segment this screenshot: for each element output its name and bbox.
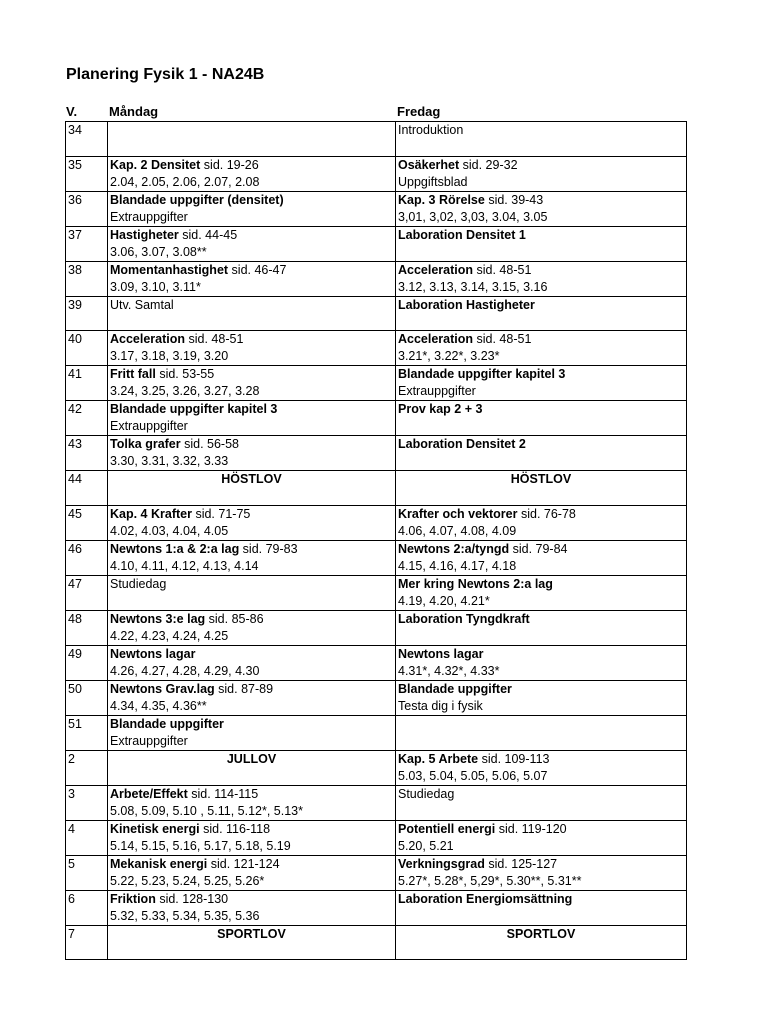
topic-detail: 2.04, 2.05, 2.06, 2.07, 2.08 xyxy=(110,174,260,189)
week-cell: 4 xyxy=(66,820,108,855)
friday-cell xyxy=(396,610,687,645)
week-cell: 40 xyxy=(66,331,108,366)
topic-detail: sid. 79-83 xyxy=(239,541,298,556)
topic-detail: Studiedag xyxy=(110,576,167,591)
table-row xyxy=(66,680,687,715)
cell-line xyxy=(398,576,684,593)
cell-line xyxy=(398,331,684,348)
week-cell: 50 xyxy=(66,680,108,715)
topic-detail: sid. 19-26 xyxy=(200,157,259,172)
week-cell: 39 xyxy=(66,296,108,331)
topic-detail: sid. 128-130 xyxy=(155,891,229,906)
week-cell: 49 xyxy=(66,645,108,680)
cell-line xyxy=(110,297,393,314)
cell-line xyxy=(110,523,393,540)
cell-line xyxy=(398,821,684,838)
topic-detail: 5.08, 5.09, 5.10 , 5.11, 5.12*, 5.13* xyxy=(110,803,303,818)
cell-line xyxy=(398,157,684,174)
topic-detail: sid. 87-89 xyxy=(214,681,274,696)
topic-title: Krafter och vektorer xyxy=(398,506,518,521)
topic-detail: Uppgiftsblad xyxy=(398,174,468,189)
topic-title: Newtons 2:a/tyngd xyxy=(398,541,510,556)
week-cell: 7 xyxy=(66,925,108,960)
friday-holiday-cell: HÖSTLOV xyxy=(396,471,687,506)
topic-title: Mekanisk energi xyxy=(110,856,208,871)
topic-title: Kap. 3 Rörelse xyxy=(398,192,485,207)
topic-title: Newtons lagar xyxy=(398,646,484,661)
table-row xyxy=(66,471,687,506)
topic-title: Acceleration xyxy=(110,332,186,346)
cell-line xyxy=(110,418,393,435)
friday-cell xyxy=(396,575,687,610)
monday-cell xyxy=(108,401,396,436)
cell-line xyxy=(398,558,684,575)
topic-title: Blandade uppgifter kapitel 3 xyxy=(110,402,278,416)
topic-detail: 3.09, 3.10, 3.11* xyxy=(110,279,201,294)
topic-title: Hastigheter xyxy=(110,227,179,242)
week-cell: 6 xyxy=(66,890,108,925)
topic-title: Laboration Densitet 1 xyxy=(398,227,526,242)
topic-detail: sid. 109-113 xyxy=(478,751,550,766)
monday-cell xyxy=(108,680,396,715)
cell-line xyxy=(398,174,684,191)
cell-line xyxy=(110,786,393,803)
monday-cell xyxy=(108,890,396,925)
cell-line xyxy=(110,873,393,890)
topic-title: Laboration Tyngdkraft xyxy=(398,611,530,626)
table-row xyxy=(66,331,687,366)
topic-detail: sid. 125-127 xyxy=(484,856,558,871)
cell-line xyxy=(110,891,393,908)
topic-detail: sid. 48-51 xyxy=(185,332,244,346)
topic-title: Newtons 1:a & 2:a lag xyxy=(110,541,240,556)
topic-title: Acceleration xyxy=(398,262,474,277)
cell-line xyxy=(110,558,393,575)
friday-cell xyxy=(396,715,687,750)
cell-line xyxy=(110,506,393,523)
schedule-table xyxy=(65,121,687,960)
week-cell: 35 xyxy=(66,156,108,191)
cell-line xyxy=(398,227,684,244)
cell-line xyxy=(398,873,684,890)
topic-detail: 3.06, 3.07, 3.08** xyxy=(110,244,207,259)
friday-cell xyxy=(396,540,687,575)
table-row xyxy=(66,785,687,820)
cell-line xyxy=(110,436,393,453)
topic-detail: Extrauppgifter xyxy=(398,384,476,398)
cell-line xyxy=(110,192,393,209)
topic-detail: 4.10, 4.11, 4.12, 4.13, 4.14 xyxy=(110,558,259,573)
cell-line xyxy=(398,348,684,365)
table-row xyxy=(66,156,687,191)
week-cell: 51 xyxy=(66,715,108,750)
cell-line xyxy=(398,436,684,453)
topic-title: Arbete/Effekt xyxy=(110,786,188,801)
table-row xyxy=(66,436,687,471)
cell-line xyxy=(398,768,684,785)
table-row xyxy=(66,645,687,680)
table-row xyxy=(66,191,687,226)
monday-cell xyxy=(108,296,396,331)
topic-detail: sid. 53-55 xyxy=(155,367,215,381)
topic-detail: sid. 114-115 xyxy=(187,786,259,801)
topic-detail: sid. 56-58 xyxy=(180,437,239,451)
topic-detail: 3,01, 3,02, 3,03, 3.04, 3.05 xyxy=(398,209,548,224)
topic-detail: Extrauppgifter xyxy=(110,733,188,748)
monday-cell xyxy=(108,575,396,610)
cell-line xyxy=(110,838,393,855)
cell-line xyxy=(110,681,393,698)
topic-detail: 5.14, 5.15, 5.16, 5.17, 5.18, 5.19 xyxy=(110,838,291,853)
cell-line xyxy=(398,523,684,540)
cell-line xyxy=(398,297,684,314)
topic-detail: Extrauppgifter xyxy=(110,209,188,224)
topic-detail: sid. 85-86 xyxy=(205,611,264,626)
friday-cell xyxy=(396,191,687,226)
monday-cell xyxy=(108,226,396,261)
cell-line xyxy=(110,244,393,261)
cell-line xyxy=(110,174,393,191)
cell-line xyxy=(398,856,684,873)
topic-title: Potentiell energi xyxy=(398,821,496,836)
cell-line xyxy=(398,366,684,383)
topic-title: Momentanhastighet xyxy=(110,262,229,277)
cell-line xyxy=(398,279,684,296)
monday-cell xyxy=(108,855,396,890)
table-row xyxy=(66,540,687,575)
friday-holiday-cell: SPORTLOV xyxy=(396,925,687,960)
topic-detail: sid. 116-118 xyxy=(199,821,271,836)
topic-detail: 4.34, 4.35, 4.36** xyxy=(110,698,207,713)
cell-line xyxy=(110,856,393,873)
table-row xyxy=(66,261,687,296)
week-cell: 38 xyxy=(66,261,108,296)
friday-cell xyxy=(396,226,687,261)
cell-line xyxy=(398,891,684,908)
topic-title: Kap. 4 Krafter xyxy=(110,506,192,521)
cell-line xyxy=(398,663,684,680)
cell-line xyxy=(398,838,684,855)
header-week: V. xyxy=(66,104,78,119)
topic-title: Verkningsgrad xyxy=(398,856,485,871)
topic-detail: 4.02, 4.03, 4.04, 4.05 xyxy=(110,523,229,538)
topic-detail: sid. 79-84 xyxy=(509,541,568,556)
topic-detail: sid. 44-45 xyxy=(178,227,238,242)
week-cell: 44 xyxy=(66,471,108,506)
cell-line xyxy=(110,733,393,750)
friday-cell xyxy=(396,122,687,157)
cell-line xyxy=(398,681,684,698)
topic-detail: 4.22, 4.23, 4.24, 4.25 xyxy=(110,628,229,643)
topic-title: Prov kap 2 + 3 xyxy=(398,402,483,416)
cell-line xyxy=(110,227,393,244)
friday-cell xyxy=(396,436,687,471)
topic-title: Tolka grafer xyxy=(110,437,181,451)
friday-cell xyxy=(396,366,687,401)
monday-cell xyxy=(108,366,396,401)
topic-detail: 4.06, 4.07, 4.08, 4.09 xyxy=(398,523,517,538)
topic-title: Laboration Energiomsättning xyxy=(398,891,573,906)
cell-line xyxy=(110,908,393,925)
monday-cell xyxy=(108,122,396,157)
monday-cell xyxy=(108,156,396,191)
table-row xyxy=(66,750,687,785)
topic-title: Mer kring Newtons 2:a lag xyxy=(398,576,553,591)
friday-cell xyxy=(396,156,687,191)
cell-line xyxy=(110,611,393,628)
friday-cell xyxy=(396,680,687,715)
topic-title: Kap. 5 Arbete xyxy=(398,751,479,766)
topic-detail: sid. 76-78 xyxy=(517,506,576,521)
topic-detail: 5.27*, 5.28*, 5,29*, 5.30**, 5.31** xyxy=(398,873,582,888)
topic-title: Kap. 2 Densitet xyxy=(110,157,201,172)
friday-cell xyxy=(396,785,687,820)
cell-line xyxy=(398,698,684,715)
topic-title: Fritt fall xyxy=(110,367,156,381)
cell-line xyxy=(110,366,393,383)
header-friday: Fredag xyxy=(397,104,441,119)
cell-line xyxy=(110,716,393,733)
friday-cell xyxy=(396,261,687,296)
friday-cell xyxy=(396,890,687,925)
week-cell: 48 xyxy=(66,610,108,645)
topic-detail: sid. 71-75 xyxy=(191,506,251,521)
monday-holiday-cell: SPORTLOV xyxy=(108,925,396,960)
topic-detail: 4.31*, 4.32*, 4.33* xyxy=(398,663,500,678)
topic-title: Acceleration xyxy=(398,332,474,346)
monday-cell xyxy=(108,436,396,471)
topic-detail: Testa dig i fysik xyxy=(398,698,483,713)
topic-detail: 3.30, 3.31, 3.32, 3.33 xyxy=(110,454,229,468)
cell-line xyxy=(110,628,393,645)
cell-line xyxy=(110,157,393,174)
week-cell: 45 xyxy=(66,505,108,540)
topic-title: Blandade uppgifter xyxy=(398,681,512,696)
topic-title: Blandade uppgifter kapitel 3 xyxy=(398,367,566,381)
monday-cell xyxy=(108,331,396,366)
topic-detail: sid. 46-47 xyxy=(228,262,287,277)
monday-cell xyxy=(108,505,396,540)
header-monday: Måndag xyxy=(109,104,159,119)
friday-cell xyxy=(396,296,687,331)
friday-cell xyxy=(396,401,687,436)
week-cell: 3 xyxy=(66,785,108,820)
topic-detail: Utv. Samtal xyxy=(110,297,174,312)
week-cell: 36 xyxy=(66,191,108,226)
topic-detail: 5.20, 5.21 xyxy=(398,838,454,853)
column-headers xyxy=(65,104,686,121)
monday-cell xyxy=(108,261,396,296)
topic-detail: 3.12, 3.13, 3.14, 3.15, 3.16 xyxy=(398,279,548,294)
table-row xyxy=(66,820,687,855)
table-row xyxy=(66,296,687,331)
topic-detail: Introduktion xyxy=(398,123,464,137)
week-cell: 42 xyxy=(66,401,108,436)
topic-title: Newtons lagar xyxy=(110,646,196,661)
cell-line xyxy=(110,698,393,715)
topic-detail: Extrauppgifter xyxy=(110,419,188,433)
cell-line xyxy=(110,541,393,558)
topic-detail: 3.17, 3.18, 3.19, 3.20 xyxy=(110,349,229,363)
week-cell: 41 xyxy=(66,366,108,401)
cell-line xyxy=(110,453,393,470)
week-cell: 2 xyxy=(66,750,108,785)
monday-cell xyxy=(108,540,396,575)
topic-detail: 4.26, 4.27, 4.28, 4.29, 4.30 xyxy=(110,663,260,678)
monday-cell xyxy=(108,191,396,226)
topic-title: Friktion xyxy=(110,891,156,906)
cell-line xyxy=(398,611,684,628)
topic-detail: Studiedag xyxy=(398,786,455,801)
topic-detail: sid. 39-43 xyxy=(484,192,544,207)
cell-line xyxy=(110,331,393,348)
cell-line xyxy=(110,646,393,663)
friday-cell xyxy=(396,855,687,890)
topic-detail: sid. 48-51 xyxy=(473,332,532,346)
topic-detail: 3.24, 3.25, 3.26, 3.27, 3.28 xyxy=(110,384,260,398)
cell-line xyxy=(110,262,393,279)
friday-cell xyxy=(396,645,687,680)
table-row xyxy=(66,226,687,261)
cell-line xyxy=(398,786,684,803)
topic-detail: 5.32, 5.33, 5.34, 5.35, 5.36 xyxy=(110,908,260,923)
monday-cell xyxy=(108,610,396,645)
cell-line xyxy=(398,401,684,418)
table-row xyxy=(66,925,687,960)
cell-line xyxy=(398,192,684,209)
friday-cell xyxy=(396,820,687,855)
cell-line xyxy=(398,541,684,558)
monday-holiday-cell: JULLOV xyxy=(108,750,396,785)
week-cell: 43 xyxy=(66,436,108,471)
monday-cell xyxy=(108,820,396,855)
cell-line xyxy=(110,821,393,838)
table-row xyxy=(66,610,687,645)
week-cell: 37 xyxy=(66,226,108,261)
cell-line xyxy=(398,646,684,663)
topic-title: Blandade uppgifter xyxy=(110,716,224,731)
topic-detail: sid. 121-124 xyxy=(207,856,280,871)
monday-cell xyxy=(108,785,396,820)
table-row xyxy=(66,401,687,436)
cell-line xyxy=(398,209,684,226)
topic-detail: 3.21*, 3.22*, 3.23* xyxy=(398,349,500,363)
table-row xyxy=(66,715,687,750)
week-cell: 46 xyxy=(66,540,108,575)
cell-line xyxy=(110,279,393,296)
cell-line xyxy=(398,506,684,523)
cell-line xyxy=(110,803,393,820)
cell-line xyxy=(110,576,393,593)
table-row xyxy=(66,855,687,890)
monday-cell xyxy=(108,715,396,750)
monday-cell xyxy=(108,645,396,680)
cell-line xyxy=(398,122,684,139)
topic-title: Blandade uppgifter (densitet) xyxy=(110,192,284,207)
cell-line xyxy=(110,401,393,418)
table-row xyxy=(66,505,687,540)
cell-line xyxy=(110,663,393,680)
topic-detail: sid. 119-120 xyxy=(495,821,567,836)
cell-line xyxy=(110,209,393,226)
topic-title: Newtons Grav.lag xyxy=(110,681,215,696)
friday-cell xyxy=(396,505,687,540)
topic-detail: 4.19, 4.20, 4.21* xyxy=(398,593,490,608)
topic-title: Newtons 3:e lag xyxy=(110,611,206,626)
topic-title: Kinetisk energi xyxy=(110,821,200,836)
cell-line xyxy=(110,348,393,365)
topic-detail: 5.22, 5.23, 5.24, 5.25, 5.26* xyxy=(110,873,265,888)
cell-line xyxy=(398,383,684,400)
cell-line xyxy=(398,593,684,610)
table-row xyxy=(66,122,687,157)
topic-detail: 4.15, 4.16, 4.17, 4.18 xyxy=(398,558,517,573)
topic-title: Laboration Hastigheter xyxy=(398,297,535,312)
friday-cell xyxy=(396,750,687,785)
topic-title: Osäkerhet xyxy=(398,157,460,172)
friday-cell xyxy=(396,331,687,366)
topic-detail: 5.03, 5.04, 5.05, 5.06, 5.07 xyxy=(398,768,548,783)
cell-line xyxy=(398,751,684,768)
topic-title: Laboration Densitet 2 xyxy=(398,437,526,451)
cell-line xyxy=(110,383,393,400)
monday-holiday-cell: HÖSTLOV xyxy=(108,471,396,506)
topic-detail: sid. 48-51 xyxy=(473,262,532,277)
week-cell: 34 xyxy=(66,122,108,157)
page-title: Planering Fysik 1 - NA24B xyxy=(66,66,265,83)
table-row xyxy=(66,366,687,401)
table-row xyxy=(66,890,687,925)
week-cell: 5 xyxy=(66,855,108,890)
cell-line xyxy=(398,262,684,279)
topic-detail: sid. 29-32 xyxy=(459,157,518,172)
week-cell: 47 xyxy=(66,575,108,610)
table-row xyxy=(66,575,687,610)
